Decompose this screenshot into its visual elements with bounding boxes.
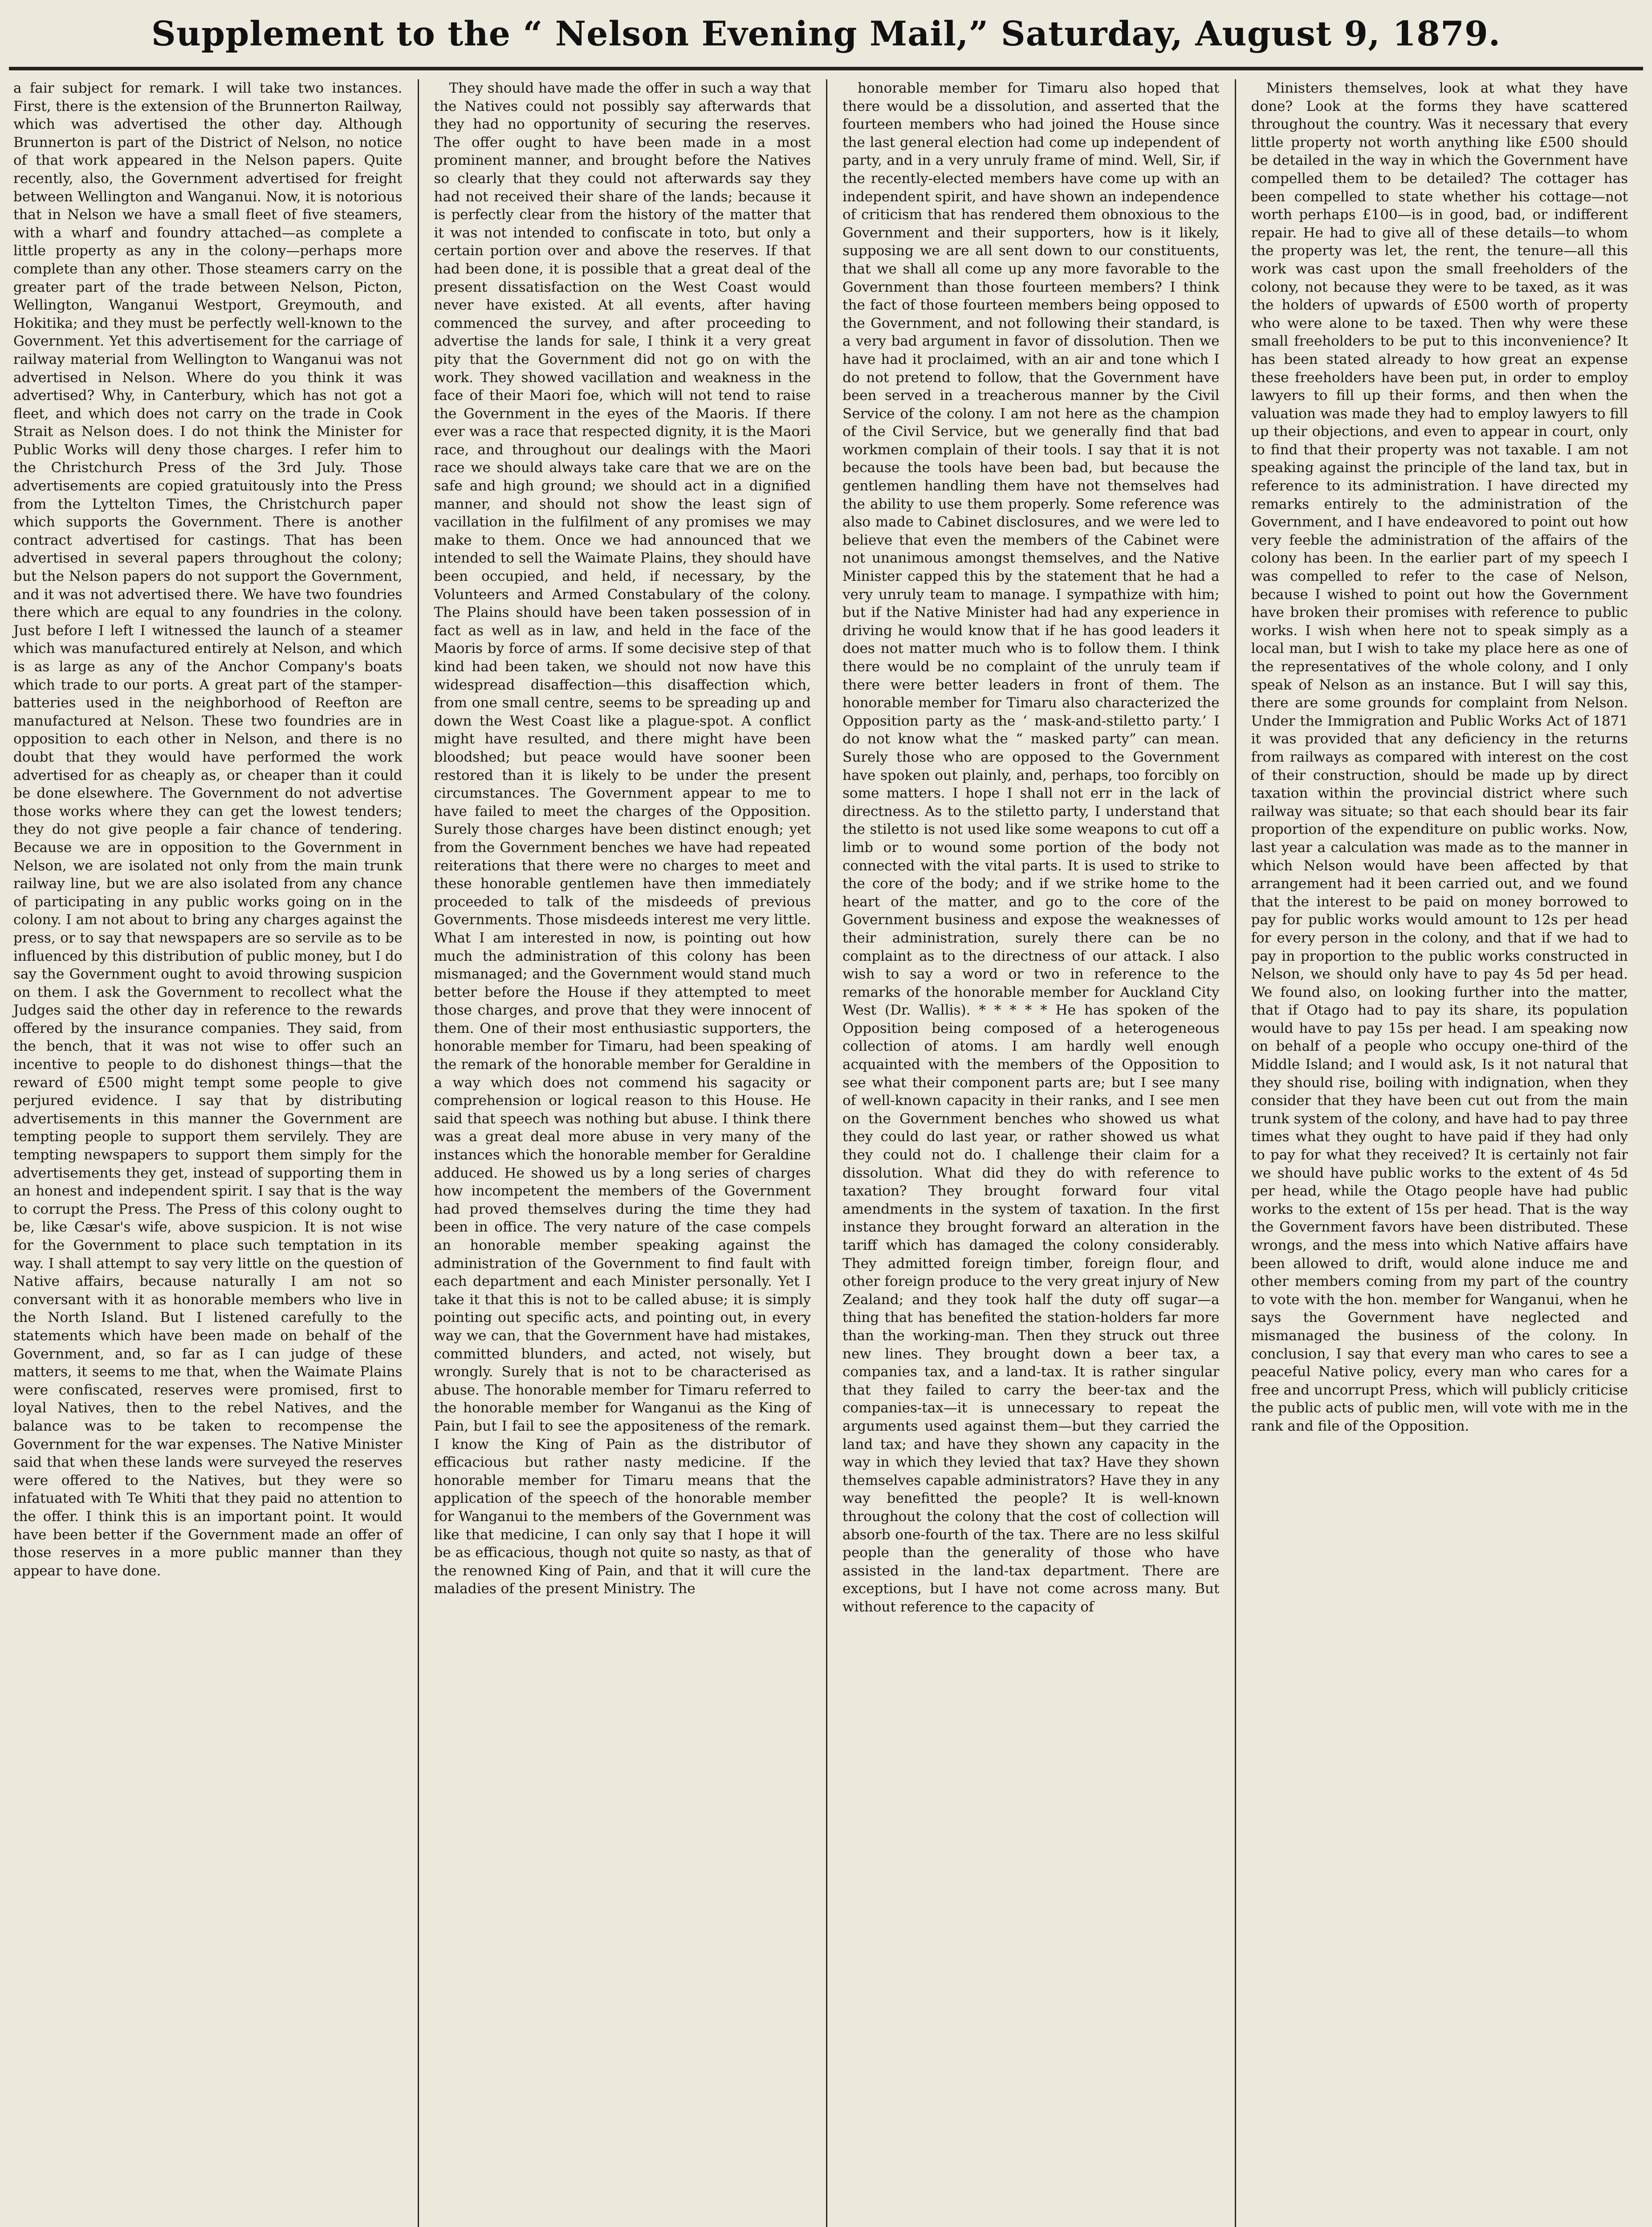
column-2 [418, 79, 826, 2227]
column-4-text: Ministers themselves, look at what they have done? Look at the forms they have scattered throughout the country. Was it necessary that every little property not worth anything like £500 should be detailed in the way in which the Government have compelled them to be detailed? The cottager has been compelled to state whether his cottage—not worth perhaps £100—is in good, bad, or indifferent repair. He had to give all of these details—to whom the property was let, the rent, the tenure—all this work was cast upon the small freeholders of the colony, not because they were to be taxed, as it was the holders of upwards of £500 worth of property who were alone to be taxed. Then why were these small freeholders to be put to this inconvenience? It has been stated already to how great an expense these freeholders have been put, in order to employ lawyers to fill up their forms, and then when the valuation was made they had to employ lawyers to fill up their objections, and even to appear in court, only to find that their property was not taxable. I am not speaking against the principle of the land tax, but in reference to its administration. I have directed my remarks entirely to the administration of the Government, and I have endeavored to point out how very feeble the administration of the affairs of the colony has been. In the earlier part of my speech I was compelled to refer to the case of Nelson, because I wished to point out how the Government have broken their promises with reference to public works. I wish when here not to speak simply as a local man, but I wish to take my place here as one of the representatives of the whole colony, and I only speak of Nelson as an instance. But I will say this, there are some grounds for complaint from Nelson. Under the Immigration and Public Works Act of 1871 it was provided that any deficiency in the returns from railways as compared with interest on the cost of their construction, should be made up by direct taxation within the provincial district where such railway was situate; so that each should bear its fair proportion of the expenditure on public works. Now, last year a calculation was made as to the manner in which Nelson would have been affected by that arrangement had it been carried out, and we found that the interest to be paid on money borrowed to pay for public works would amount to 12s per head for every person in the colony, and that if we had to pay in proportion to the public works constructed in Nelson, we should only have to pay 4s 5d per head. We found also, on looking further into the matter, that if Otago had to pay its share, its population would have to pay 15s per head. I am speaking now on behalf of a people who occupy one-third of the Middle Island; and I would ask, Is it not natural that they should rise, boiling with indignation, when they consider that they have been cut out from the main trunk system of the colony, and have had to pay three times what they ought to have paid if they had only to pay for what they received? It is certainly not fair we should have public works to the extent of 4s 5d per head, while the Otago people have had public works to the extent of 15s per head. That is the way the Government favors have been distributed. These wrongs, and the mess into which Native affairs have been allowed to drift, would alone induce me and other members coming from my part of the country to vote with the hon. member for Wanganui, when he says the Government have neglected and mismanaged the business of the colony. In conclusion, I say that every man who cares to see a peaceful Native policy, every man who cares for a free and uncorrupt Press, which will publicly criticise the public acts of public men, will vote with me in the rank and file of the Opposition. [1251, 80, 1628, 1434]
masthead-rule [9, 67, 1643, 70]
article-columns [9, 79, 1643, 2227]
masthead [0, 0, 1652, 67]
page-title: Supplement to the “ Nelson Evening Mail,” Saturday, August 9, 1879. [151, 13, 1501, 53]
column-2-text: They should have made the offer in such a way that the Natives could not possibly say afterwards that they had no opportunity of securing the reserves. The offer ought to have been made in a most prominent manner, and brought before the Natives so clearly that they could not afterwards say they had not received their share of the lands; because it is perfectly clear from the history of the matter that it was not intended to confiscate in toto, but only a certain portion over and above the reserves. If that had been done, it is possible that a great deal of the present dissatisfaction on the West Coast would never have existed. At all events, after having commenced the survey, and after proceeding to advertise the lands for sale, I think it a very great pity that the Government did not go on with the work. They showed vacillation and weakness in the face of their Maori foe, which will not tend to raise the Government in the eyes of the Maoris. If there ever was a race that respected dignity, it is the Maori race, and throughout our dealings with the Maori race we should always take care that we are on the safe and high ground; we should act in a dignified manner, and should not show the least sign of vacillation in the fulfilment of any promises we may make to them. Once we had announced that we intended to sell the Waimate Plains, they should have been occupied, and held, if necessary, by the Volunteers and Armed Constabulary of the colony. The Plains should have been taken possession of in fact as well as in law, and held in the face of the Maoris by force of arms. If some decisive step of that kind had been taken, we should not now have this widespread disaffection—this disaffection which, from one small centre, seems to be spreading up and down the West Coast like a plague-spot. A conflict might have resulted, and there might have been bloodshed; but peace would have sooner been restored than it is likely to be under the present circumstances. The Government appear to me to have failed to meet the charges of the Opposition. Surely those charges have been distinct enough; yet from the Government benches we have had repeated reiterations that there were no charges to meet and these honorable gentlemen have then immediately proceeded to talk of the misdeeds of previous Governments. Those misdeeds interest me very little. What I am interested in now, is pointing out how much the administration of this colony has been mismanaged; and the Government would stand much better before the House if they attempted to meet those charges, and prove that they were innocent of them. One of their most enthusiastic supporters, the honorable member for Timaru, had been speaking of the remark of the honorable member for Geraldine in a way which does not commend his sagacity or comprehension or logical reason to this House. He said that speech was nothing but abuse. I think there was a great deal more abuse in very many of the instances which the honorable member for Geraldine adduced. He showed us by a long series of charges how incompetent the members of the Government had proved themselves during the time they had been in office. The very nature of the case compels an honorable member speaking against the administration of the Government to find fault with each department and each Minister personally. Yet I take it that this is not to be called abuse; it is simply pointing out specific acts, and pointing out, in every way we can, that the Government have had mistakes, committed blunders, and acted, not wisely, but wrongly. Surely that is not to be characterised as abuse. The honorable member for Timaru referred to the honorable member for Wanganui as the King of Pain, but I fail to see the appositeness of the remark. I know the King of Pain as the distributor of efficacious but rather nasty medicine. If the honorable member for Timaru means that the application of the speech of the honorable member for Wanganui to the members of the Government was like that medicine, I can only say that I hope it will be as efficacious, though not quite so nasty, as that of the renowned King of Pain, and that it will cure the maladies of the present Ministry. The [434, 80, 811, 1597]
column-3-text: honorable member for Timaru also hoped that there would be a dissolution, and asserted that the fourteen members who had joined the House since the last general election had come up independent of party, and in a very unruly frame of mind. Well, Sir, if the recently-elected members have come up with an independent spirit, and have shown an independence of criticism that has rendered them obnoxious to the Government and their supporters, how is it likely, supposing we are all sent down to our constituents, that we shall all come up any more favorable to the Government than those fourteen members? I think the fact of those fourteen members being opposed to the Government, and not following their standard, is a very bad argument in favor of dissolution. Then we have had it proclaimed, with an air and tone which I do not pretend to follow, that the Government have been served in a treacherous manner by the Civil Service of the colony. I am not here as the champion of the Civil Service, but we generally find that bad workmen complain of their tools. I say that it is not because the tools have been bad, but because the gentlemen handling them have not themselves had the ability to use them properly. Some reference was also made to Cabinet disclosures, and we were led to believe that even the members of the Cabinet were not unanimous amongst themselves, and the Native Minister capped this by the statement that he had a very unruly team to manage. I sympathize with him; but if the Native Minister had had any experience in driving he would know that if he has good leaders it does not matter much who is to follow them. I think there would be no complaint of the unruly team if there were better leaders in front of them. The honorable member for Timaru also characterized the Opposition party as the ‘ mask-and-stiletto party.’ I do not know what the “ masked party” can mean. Surely those who are opposed to the Government have spoken out plainly, and, perhaps, too forcibly on some matters. I hope I shall not err in the lack of directness. As to the stiletto party, I understand that the stiletto is not used like some weapons to cut off a limb or to wound some portion of the body not connected with the vital parts. It is used to strike to the core of the body; and if we strike home to the heart of the matter, and go to the core of the Government business and expose the weaknesses of their administration, surely there can be no complaint as to the directness of our attack. I also wish to say a word or two in reference to the remarks of the honorable member for Auckland City West (Dr. Wallis). * * * * * He has spoken of the Opposition being composed of a heterogeneous collection of atoms. I am hardly well enough acquainted with the members of the Opposition to see what their component parts are; but I see many of well-known capacity in their ranks, and I see men on the Government benches who showed us what they could do last year, or rather showed us what they could not do. I challenge their claim for a dissolution. What did they do with reference to taxation? They brought forward four vital amendments in the system of taxation. In the first instance they brought forward an alteration in the tariff which has damaged the colony considerably. They admitted foreign timber, foreign flour, and other foreign produce to the very great injury of New Zealand; and they took half the duty off sugar—a thing that has benefited the station-holders far more than the working-man. Then they struck out three new lines. They brought down a beer tax, a companies tax, and a land-tax. It is rather singular that they failed to carry the beer-tax and the companies-tax—it is unnecessary to repeat the arguments used against them—but they carried the land tax; and have they shown any capacity in the way in which they levied that tax? Have they shown themselves capable administrators? Have they in any way benefitted the people? It is well-known throughout the colony that the cost of collection will absorb one-fourth of the tax. There are no less skilful people than the generality of those who have assisted in the land-tax department. There are exceptions, but I have not come across many. But without reference to the capacity of [842, 80, 1220, 1615]
column-4 [1235, 79, 1644, 2227]
column-3 [826, 79, 1235, 2227]
column-1 [9, 79, 418, 2227]
column-1-text: a fair subject for remark. I will take two instances. First, there is the extension of the Brunnerton Railway, which was advertised the other day. Although Brunnerton is part of the District of Nelson, no notice of that work appeared in the Nelson papers. Quite recently, also, the Government advertised for freight between Wellington and Wanganui. Now, it is notorious that in Nelson we have a small fleet of five steamers, with a wharf and foundry attached—as complete a little property as any in the colony—perhaps more complete than any other. Those steamers carry on the greater part of the trade between Nelson, Picton, Wellington, Wanganui Westport, Greymouth, and Hokitika; and they must be perfectly well-known to the Government. Yet this advertisement for the carriage of railway material from Wellington to Wanganui was not advertised in Nelson. Where do you think it was advertised? Why, in Canterbury, which has not got a fleet, and which does not carry on the trade in Cook Strait as Nelson does. I do not think the Minister for Public Works will deny those charges. I refer him to the Christchurch Press of the 3rd July. Those advertisements are copied gratuitously into the Press from the Lyttelton Times, the Christchurch paper which supports the Government. There is another contract advertised for castings. That has been advertised in several papers throughout the colony; but the Nelson papers do not support the Government, and it was not advertised there. We have two foundries there which are equal to any foundries in the colony. Just before I left I witnessed the launch of a steamer which was manufactured entirely at Nelson, and which is as large as any of the Anchor Company's boats which trade to our ports. A great part of the stamper-batteries used in the neighborhood of Reefton are manufactured at Nelson. These two foundries are in opposition to each other in Nelson, and there is no doubt that they would have performed the work advertised for as cheaply as, or cheaper than it could be done elsewhere. The Government do not advertise those works where they can get the lowest tenders; they do not give people a fair chance of tendering. Because we are in opposition to the Government in Nelson, we are isolated not only from the main trunk railway line, but we are also isolated from any chance of participating in any public works going on in the colony. I am not about to bring any charges against the press, or to say that newspapers are so servile as to be influenced by this distribution of public money, but I do say the Government ought to avoid throwing suspicion on them. I ask the Government to recollect what the Judges said the other day in reference to the rewards offered by the insurance companies. They said, from the bench, that it was not wise to offer such an incentive to people to do dishonest things—that the reward of £500 might tempt some people to give perjured evidence. I say that by distributing advertisements in this manner the Government are tempting people to support them servilely. They are tempting newspapers to support them simply for the advertisements they get, instead of supporting them in an honest and independent spirit. I say that is the way to corrupt the Press. The Press of this colony ought to be, like Cæsar's wife, above suspicion. It is not wise for the Government to place such temptation in its way. I shall attempt to say very little on the question of Native affairs, because naturally I am not so conversant with it as honorable members who live in the North Island. But I listened carefully to the statements which have been made on behalf of the Government, and, so far as I can judge of these matters, it seems to me that, when the Waimate Plains were confiscated, reserves were promised, first to loyal Natives, then to the rebel Natives, and the balance was to be taken to recompense the Government for the war expenses. The Native Minister said that when these lands were surveyed the reserves were offered to the Natives, but they were so infatuated with Te Whiti that they paid no attention to the offer. I think this is an important point. It would have been better if the Government made an offer of those reserves in a more public manner than they appear to have done. [13, 80, 403, 1579]
column-4-article [1251, 79, 1628, 2227]
